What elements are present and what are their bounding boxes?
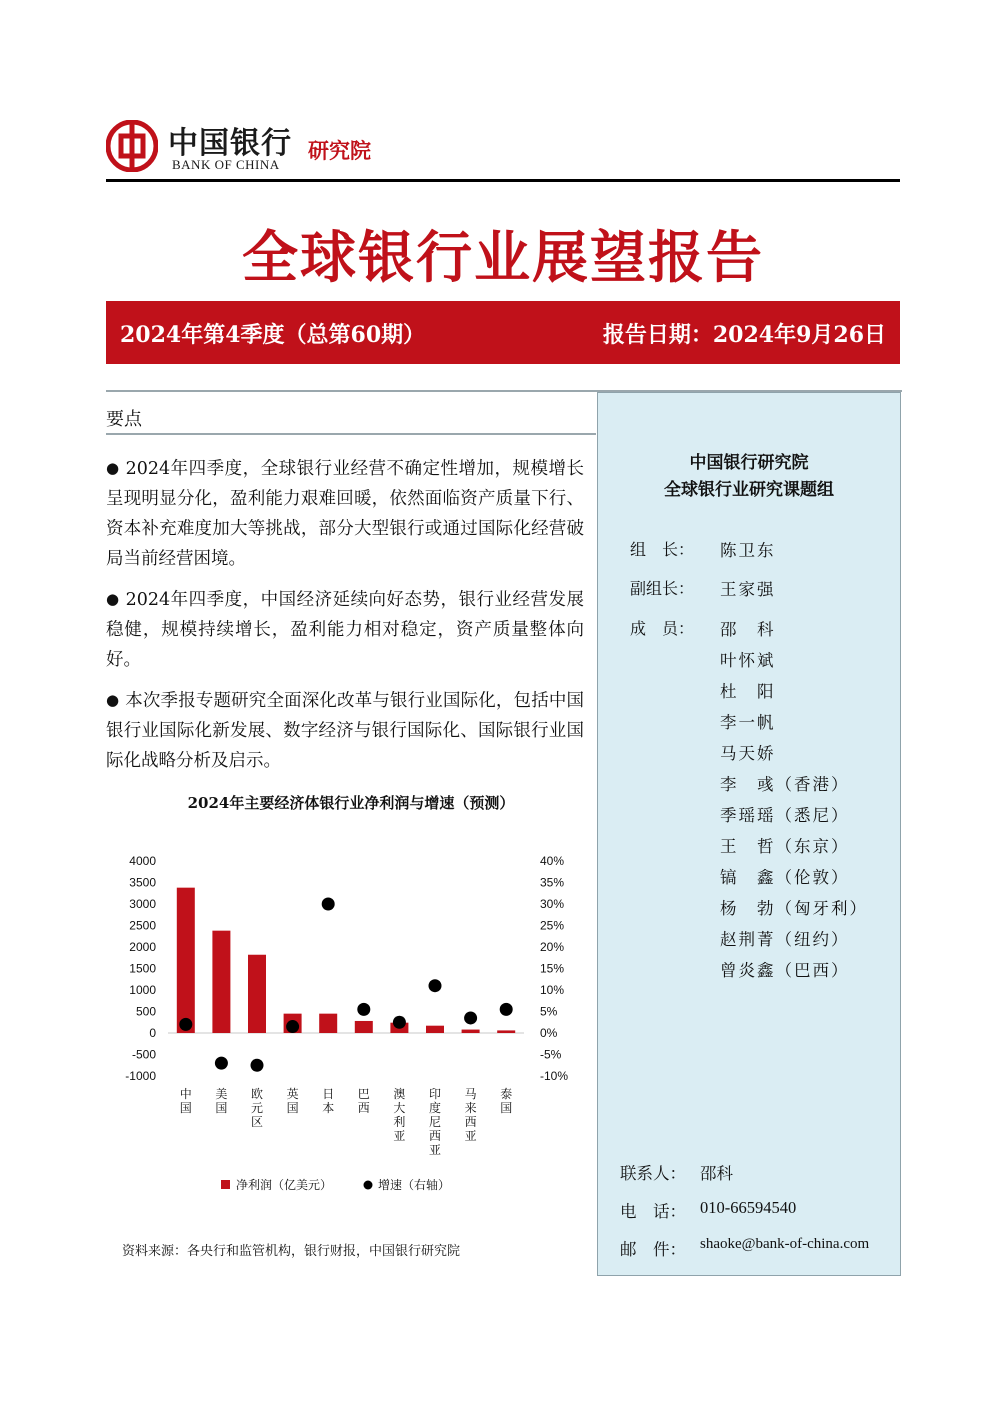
x-tick-label: 美国 [215,1087,228,1115]
y-left-tick-label: 1000 [129,983,156,997]
leader-label: 组 长： [630,540,695,559]
bar-net-profit [426,1026,444,1033]
bar-net-profit [497,1030,515,1033]
legend-point-label: 增速（右轴） [378,1178,451,1192]
y-left-tick-label: 3000 [129,897,156,911]
key-point-1 [106,454,584,574]
bank-of-china-logo-icon [106,120,158,172]
point-growth [179,1018,192,1031]
y-right-tick-label: -5% [540,1047,562,1062]
bar-net-profit [462,1030,480,1033]
point-growth [464,1011,477,1024]
point-growth [286,1020,299,1033]
y-right-tick-label: 0% [540,1026,558,1040]
bar-net-profit [212,931,230,1033]
legend-bar-label: 净利润（亿美元） [236,1178,333,1192]
y-right-tick-label: 15% [540,961,565,976]
point-growth [393,1016,406,1029]
y-left-tick-label: 3500 [129,875,156,890]
members-label: 成 员： [630,619,695,638]
team-member: 叶怀斌 [720,651,776,670]
x-tick-label: 英国 [286,1087,299,1115]
legend-bar-swatch [221,1180,230,1189]
team-member: 季瑶瑶（悉尼） [720,806,850,825]
bullet-icon: ● [106,691,120,709]
brand-name-english: BANK OF CHINA [172,157,280,172]
deputy-name: 王家强 [720,580,776,599]
team-member: 镐 鑫（伦敦） [720,868,850,887]
y-right-tick-label: 40% [540,854,565,868]
legend-point-swatch [364,1181,373,1190]
team-member: 李一帆 [720,713,776,732]
y-left-tick-label: 2000 [129,940,156,954]
key-point-3-text: 本次季报专题研究全面深化改革与银行业国际化，包括中国银行业国际化新发展、数字经济与银行国际化、国际银行业国际化战略分析及启示。 [106,691,585,771]
x-tick-label: 中国 [179,1087,192,1115]
team-member: 杨 勃（匈牙利） [720,899,868,918]
x-tick-label: 巴西 [357,1087,370,1115]
point-growth [357,1003,370,1016]
key-point-2-text: 2024年四季度，中国经济延续向好态势，银行业经营发展稳健，规模持续增长，盈利能力相对稳定，资产质量整体向好。 [106,590,584,670]
point-growth [215,1057,228,1070]
y-left-tick-label: -1000 [125,1069,156,1083]
email-value: shaoke@bank-of-china.com [700,1236,870,1252]
team-member: 王 哲（东京） [720,837,850,856]
phone-label: 电 话： [620,1202,686,1221]
team-member: 李 彧（香港） [720,775,850,794]
point-growth [429,979,442,992]
brand-name-chinese: 中国银行 [168,126,292,161]
y-left-tick-label: 1500 [129,961,156,976]
x-tick-label: 澳大利亚 [393,1087,406,1143]
key-points-divider [106,433,596,435]
y-right-tick-label: 20% [540,940,565,954]
bullet-icon: ● [106,590,120,608]
header-divider [106,179,900,182]
team-name: 全球银行业研究课题组 [664,480,834,500]
research-team-org [597,450,901,504]
team-member: 曾炎鑫（巴西） [720,961,850,980]
team-member: 邵 科 [720,620,776,639]
leader-name: 陈卫东 [720,541,776,560]
y-right-tick-label: -10% [540,1069,569,1083]
team-member: 杜 阳 [720,682,776,701]
bar-net-profit [177,888,195,1033]
key-point-1-text: 2024年四季度，全球银行业经营不确定性增加，规模增长呈现明显分化，盈利能力艰难回暖，依然面临资产质量下行、资本补充难度加大等挑战，部分大型银行或通过国际化经营破局当前经营困境。 [106,459,584,569]
y-left-tick-label: 500 [135,1004,156,1019]
net-profit-growth-chart [106,840,596,1210]
issue-label: 2024年第4季度（总第60期） [120,322,426,348]
team-member: 赵荆菁（纽约） [720,930,850,949]
chart-source: 资料来源：各央行和监管机构，银行财报，中国银行研究院 [122,1244,461,1259]
email-label: 邮 件： [620,1240,686,1259]
point-growth [251,1059,264,1072]
bar-net-profit [248,955,266,1033]
bar-net-profit [355,1021,373,1033]
bar-net-profit [319,1014,337,1033]
contact-label: 联系人： [620,1164,686,1183]
point-growth [322,898,335,911]
y-left-tick-label: -500 [131,1047,156,1062]
y-right-tick-label: 5% [540,1004,558,1019]
y-left-tick-label: 0 [149,1026,156,1040]
org-name: 中国银行研究院 [689,453,809,473]
y-right-tick-label: 35% [540,875,565,890]
phone-value: 010-66594540 [700,1198,797,1217]
institute-name: 研究院 [308,139,371,163]
x-tick-label: 印度尼西亚 [428,1087,442,1157]
contact-name: 邵科 [700,1164,733,1183]
key-point-2 [106,585,584,675]
y-left-tick-label: 2500 [129,918,156,933]
bullet-icon: ● [106,459,120,477]
x-tick-label: 日本 [322,1087,335,1115]
x-tick-label: 欧元区 [250,1087,264,1129]
report-date: 报告日期：2024年9月26日 [602,322,886,348]
team-member: 马天娇 [720,744,776,763]
key-points-heading: 要点 [106,409,142,430]
point-growth [500,1003,513,1016]
y-right-tick-label: 30% [540,897,565,911]
x-tick-label: 马来西亚 [464,1087,477,1143]
deputy-label: 副组长： [630,579,695,598]
y-left-tick-label: 4000 [129,854,156,868]
y-right-tick-label: 10% [540,983,565,997]
chart-title: 2024年主要经济体银行业净利润与增速（预测） [187,794,515,812]
issue-banner [106,301,900,364]
y-right-tick-label: 25% [540,918,565,933]
report-title: 全球银行业展望报告 [242,226,764,291]
key-point-3 [106,686,584,776]
x-tick-label: 泰国 [500,1087,513,1115]
